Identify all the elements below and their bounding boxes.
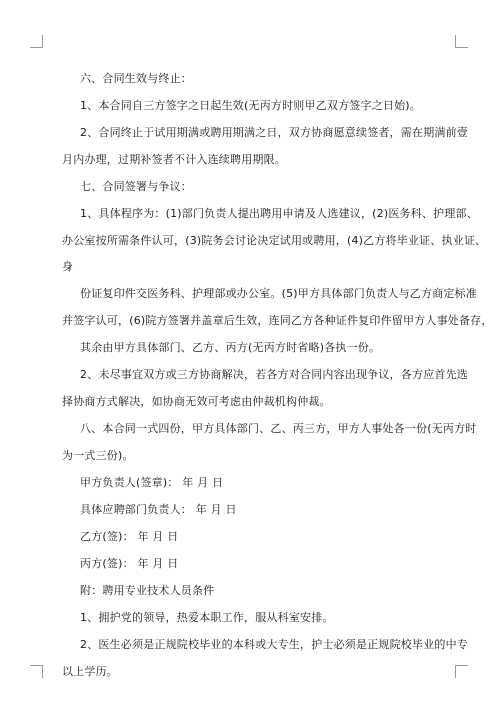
paragraph-line: 身 <box>62 260 74 273</box>
paragraph-line: 1、具体程序为：(1)部门负责人提出聘用申请及人选建议，(2)医务科、护理部、 <box>80 207 478 220</box>
paragraph-line: 其余由甲方具体部门、乙方、丙方(无丙方时省略)各执一份。 <box>80 341 381 354</box>
paragraph-line: 以上学历。 <box>62 665 118 678</box>
corner-mark-top-right <box>455 35 468 48</box>
paragraph-line: 办公室按所需条件认可，(3)院务会讨论决定试用或聘用，(4)乙方将毕业证、执业证、 <box>62 234 487 247</box>
paragraph-line: 2、未尽事宜双方或三方协商解决，若各方对合同内容出现争议，各方应首先选 <box>80 368 468 381</box>
signature-line-party-b: 乙方(签)： 年 月 日 <box>80 530 179 543</box>
appendix-heading: 附：聘用专业技术人员条件 <box>80 584 215 597</box>
paragraph-line: 份证复印件交医务科、护理部或办公室。(5)甲方具体部门负责人与乙方商定标准 <box>80 287 477 300</box>
paragraph-line: 1、本合同自三方签字之日起生效(无丙方时则甲乙双方签字之日始)。 <box>80 99 421 112</box>
signature-line-department-head: 具体应聘部门负责人： 年 月 日 <box>80 503 237 516</box>
corner-mark-bottom-right <box>455 665 468 678</box>
corner-mark-top-left <box>30 35 43 48</box>
signature-line-party-c: 丙方(签)： 年 月 日 <box>80 557 179 570</box>
paragraph-line: 月内办理，过期补签者不计入连续聘用期限。 <box>62 153 286 166</box>
paragraph-line: 2、合同终止于试用期满或聘用期满之日，双方协商愿意续签者，需在期满前壹 <box>80 126 468 139</box>
paragraph-line: 2、医生必须是正规院校毕业的本科或大专生，护士必须是正规院校毕业的中专 <box>80 638 468 651</box>
paragraph-line: 择协商方式解决，如协商无效可考虑由仲裁机构仲裁。 <box>62 395 331 408</box>
section-heading-8: 八、本合同一式四份，甲方具体部门、乙、丙三方，甲方人事处各一份(无丙方时 <box>80 422 477 435</box>
paragraph-line: 为一式三份)。 <box>62 449 134 462</box>
signature-line-party-a: 甲方负责人(签章)： 年 月 日 <box>80 476 224 489</box>
paragraph-line: 并签字认可，(6)院方签署并盖章后生效，连同乙方各种证件复印件留甲方人事处备存， <box>62 314 493 327</box>
paragraph-line: 1、拥护党的领导，热爱本职工作，服从科室安排。 <box>80 611 334 624</box>
section-heading-6: 六、合同生效与终止： <box>80 72 192 85</box>
corner-mark-bottom-left <box>30 665 43 678</box>
section-heading-7: 七、合同签署与争议： <box>80 180 192 193</box>
